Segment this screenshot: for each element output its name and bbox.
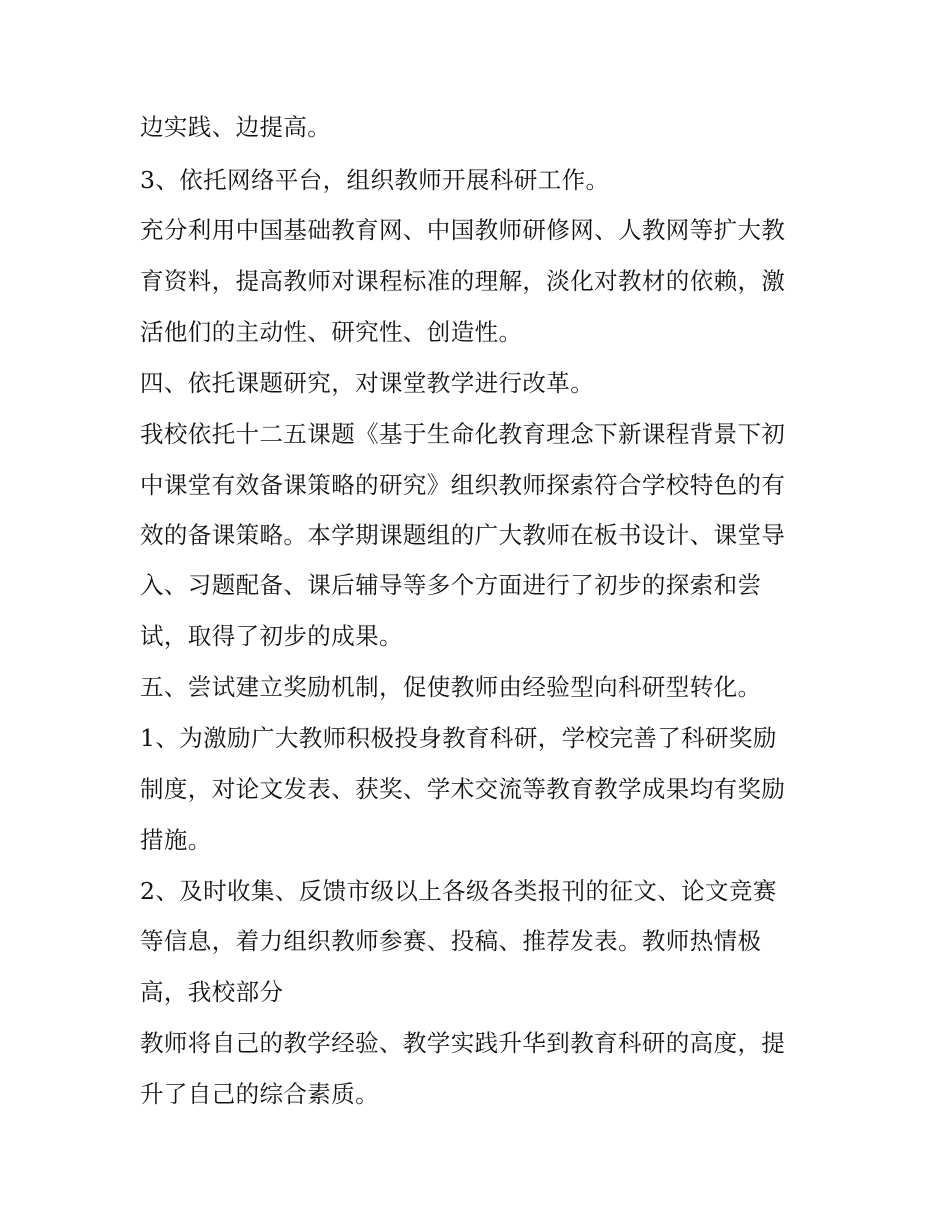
text-line: 五、尝试建立奖励机制，促使教师由经验型向科研型转化。	[140, 673, 762, 701]
text-line: 2、及时收集、反馈市级以上各级各类报刊的征文、论文竞赛	[140, 877, 777, 905]
text-line: 充分利用中国基础教育网、中国教师研修网、人教网等扩大教	[140, 216, 786, 244]
text-line: 效的备课策略。本学期课题组的广大教师在板书设计、课堂导	[140, 521, 786, 549]
text-line: 我校依托十二五课题《基于生命化教育理念下新课程背景下初	[140, 420, 786, 448]
text-line: 试，取得了初步的成果。	[140, 622, 403, 650]
text-line: 1、为激励广大教师积极投身教育科研，学校完善了科研奖励	[140, 724, 777, 752]
text-line: 教师将自己的教学经验、教学实践升华到教育科研的高度，提	[140, 1029, 786, 1057]
text-line: 3、依托网络平台，组织教师开展科研工作。	[140, 166, 610, 194]
text-line: 边实践、边提高。	[140, 113, 332, 141]
text-line: 入、习题配备、课后辅导等多个方面进行了初步的探索和尝	[140, 571, 762, 599]
text-line: 高，我校部分	[140, 978, 284, 1006]
text-line: 升了自己的综合素质。	[140, 1080, 379, 1108]
text-line: 措施。	[140, 826, 212, 854]
text-line: 等信息，着力组织教师参赛、投稿、推荐发表。教师热情极	[140, 927, 762, 955]
text-line: 育资料，提高教师对课程标准的理解，淡化对教材的依赖，激	[140, 267, 786, 295]
text-line: 活他们的主动性、研究性、创造性。	[140, 318, 523, 346]
text-line: 中课堂有效备课策略的研究》组织教师探索符合学校特色的有	[140, 471, 786, 499]
text-line: 制度，对论文发表、获奖、学术交流等教育教学成果均有奖励	[140, 775, 786, 803]
text-line: 四、依托课题研究，对课堂教学进行改革。	[140, 369, 595, 397]
